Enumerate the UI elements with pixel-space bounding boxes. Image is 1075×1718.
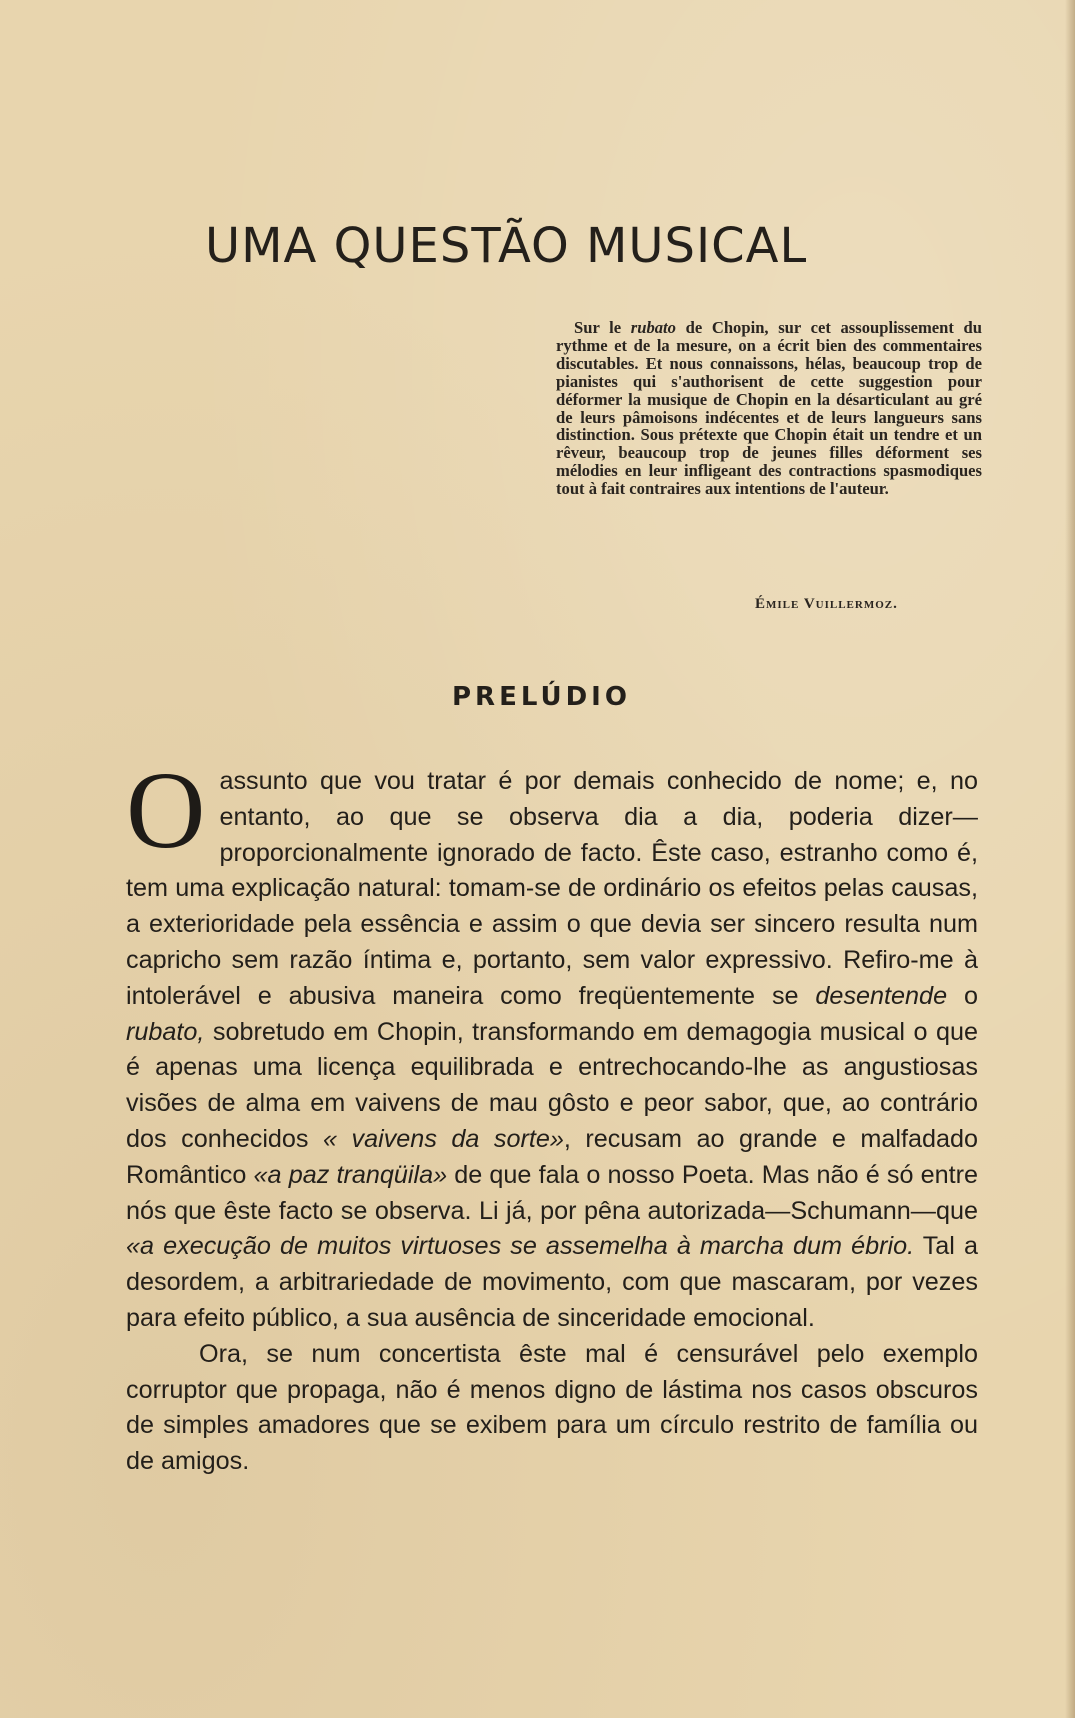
drop-cap: O <box>126 749 206 871</box>
page-title: UMA QUESTÃO MUSICAL <box>205 218 808 274</box>
section-title: PRELÚDIO <box>452 682 631 712</box>
paragraph-segment: Tal a desordem, a arbitrariedade de movimento, com que mascaram, por vezes para efeito público, a sua ausência de sinceridade emocional. <box>126 1232 978 1332</box>
body-text <box>126 749 979 1480</box>
epigraph <box>556 319 982 498</box>
paragraph-segment-italic: desentende <box>815 981 948 1010</box>
paragraph-1 <box>126 749 979 1337</box>
epigraph-segment: Sur le <box>574 318 631 337</box>
paragraph-segment-italic: «a execução de muitos virtuoses se assemelha à marcha dum ébrio. <box>126 1232 915 1261</box>
paragraph-segment: de que fala o nosso Poeta. Mas não é só entre nós que êste facto se observa. Li já, por pêna autorizada—Schumann—que <box>126 1160 979 1225</box>
paragraph-segment-italic: «a paz tranqüila» <box>253 1160 448 1189</box>
page-edge-shadow <box>1065 0 1075 1718</box>
epigraph-text <box>556 319 982 498</box>
paragraph-segment-italic: « vaivens da sorte» <box>323 1124 564 1153</box>
epigraph-author: Émile Vuillermoz. <box>755 596 898 612</box>
paragraph-segment: assunto que vou tratar é por demais conhecido de nome; e, no entanto, ao que se observa dia a dia, poderia dizer—proporcionalmente ignorado de facto. Êste caso, estranho como é, tem uma explicação natural: tomam-se de ordinário os efeitos pelas causas, a exterioridade pela essência e assim o que devia ser sincero resulta num capricho sem razão íntima e, portanto, sem valor expressivo. Refiro-me à intolerável e abusiva maneira como freqüentemente se <box>126 767 978 1010</box>
paragraph-segment: Ora, se num concertista êste mal é censurável pelo exemplo corruptor que propaga, não é menos digno de lástima nos casos obscuros de simples amadores que se exibem para um círculo restrito de família ou de amigos. <box>126 1339 978 1476</box>
paragraph-segment: , recusam ao grande e malfadado Romântico <box>126 1124 978 1189</box>
paragraph-segment: sobretudo em Chopin, transformando em demagogia musical o que é apenas uma licença equilibrada e entrechocando-lhe as angustiosas visões de alma em vaivens de mau gôsto e peor sabor, que, ao contrário dos conhecidos <box>126 1017 978 1153</box>
paragraph-2 <box>126 1337 978 1480</box>
epigraph-segment: de Chopin, sur cet assouplissement du rythme et de la mesure, on a écrit bien des commentaires discutables. Et nous connaissons, hélas, beaucoup trop de pianistes qui s'authorisent de cette suggestion pour déformer la musique de Chopin en la désarticulant au gré de leurs pâmoisons indécentes et de leurs langueurs sans distinction. Sous prétexte que Chopin était un tendre et un rêveur, beaucoup trop de jeunes filles déforment ses mélodies en leur infligeant des contractions spasmodiques tout à fait contraires aux intentions de l'auteur. <box>556 318 982 499</box>
epigraph-segment-italic: rubato <box>630 318 676 337</box>
paragraph-segment: o <box>947 981 978 1010</box>
paragraph-segment-italic: rubato, <box>126 1017 205 1046</box>
